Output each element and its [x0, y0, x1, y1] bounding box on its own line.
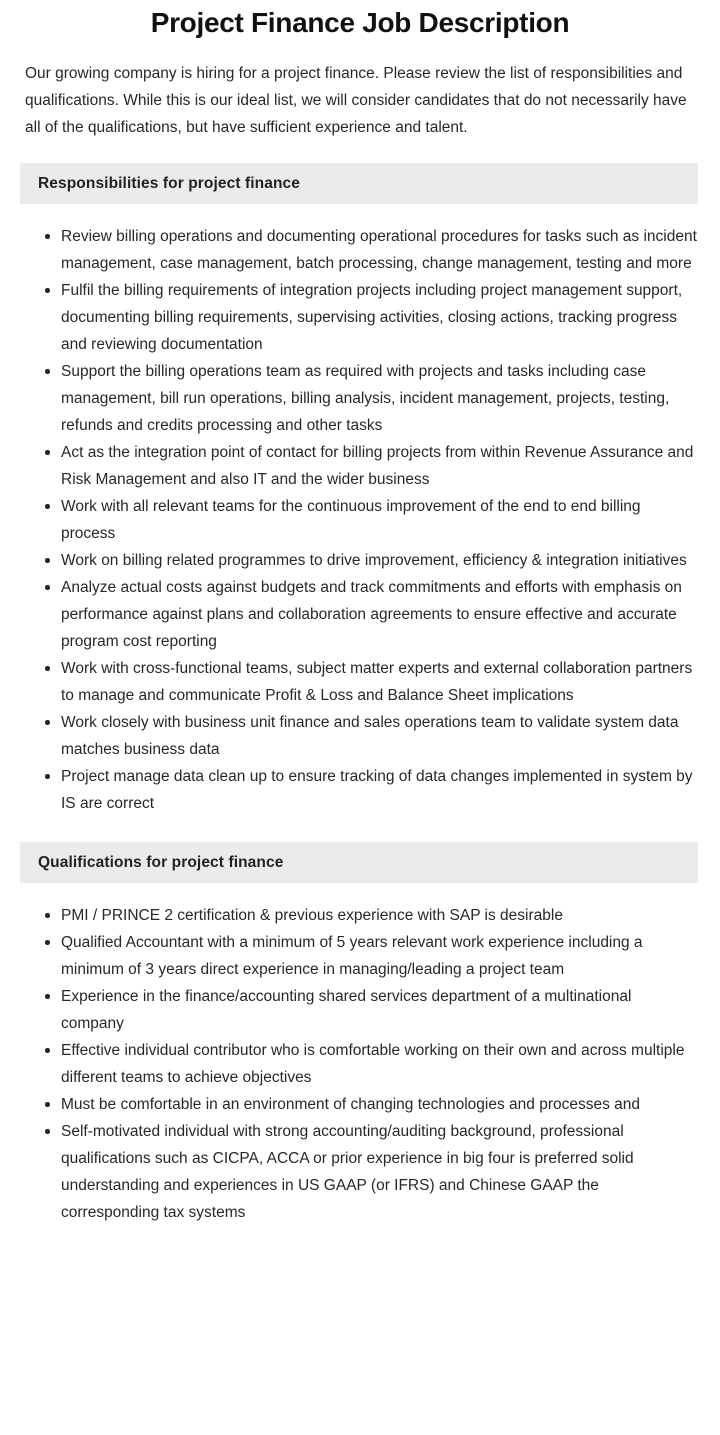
list-item: Self-motivated individual with strong accounting/auditing background, professional qualifications such as CICPA, ACCA or prior experience in big four is preferred solid understanding and experiences in US GAAP (or IFRS) and Chinese GAAP the corresponding tax systems — [44, 1118, 698, 1226]
section-qualifications — [0, 842, 720, 1226]
section-responsibilities — [0, 163, 720, 817]
list-item: Experience in the finance/accounting shared services department of a multinational company — [44, 983, 698, 1037]
intro-paragraph: Our growing company is hiring for a project finance. Please review the list of responsibilities and qualifications. While this is our ideal list, we will consider candidates that do not necessarily have all of the qualifications, but have sufficient experience and talent. — [25, 65, 687, 136]
list-item: Review billing operations and documenting operational procedures for tasks such as incident management, case management, batch processing, change management, testing and more — [44, 223, 698, 277]
list-item: Analyze actual costs against budgets and track commitments and efforts with emphasis on performance against plans and collaboration agreements to ensure effective and accurate program cost reporting — [44, 574, 698, 655]
page-bottom-spacer — [0, 1226, 720, 1272]
list-item: Act as the integration point of contact for billing projects from within Revenue Assurance and Risk Management and also IT and the wider business — [44, 439, 698, 493]
responsibilities-list — [0, 204, 720, 817]
section-header-responsibilities — [20, 163, 698, 204]
list-item: Work with all relevant teams for the continuous improvement of the end to end billing process — [44, 493, 698, 547]
list-item: Support the billing operations team as required with projects and tasks including case management, bill run operations, billing analysis, incident management, projects, testing, refunds and credits processing and other tasks — [44, 358, 698, 439]
list-item: Qualified Accountant with a minimum of 5 years relevant work experience including a minimum of 3 years direct experience in managing/leading a project team — [44, 929, 698, 983]
list-item: Project manage data clean up to ensure tracking of data changes implemented in system by IS are correct — [44, 763, 698, 817]
list-item: Effective individual contributor who is comfortable working on their own and across multiple different teams to achieve objectives — [44, 1037, 698, 1091]
section-header-label: Responsibilities for project finance — [38, 174, 300, 192]
list-item: PMI / PRINCE 2 certification & previous experience with SAP is desirable — [44, 902, 698, 929]
list-item: Must be comfortable in an environment of changing technologies and processes and — [44, 1091, 698, 1118]
list-item: Work closely with business unit finance and sales operations team to validate system data matches business data — [44, 709, 698, 763]
list-item: Work with cross-functional teams, subject matter experts and external collaboration partners to manage and communicate Profit & Loss and Balance Sheet implications — [44, 655, 698, 709]
list-item: Work on billing related programmes to drive improvement, efficiency & integration initiatives — [44, 547, 698, 574]
qualifications-list — [0, 883, 720, 1226]
section-header-qualifications — [20, 842, 698, 883]
page-title: Project Finance Job Description — [150, 7, 570, 38]
list-item: Fulfil the billing requirements of integration projects including project management support, documenting billing requirements, supervising activities, closing actions, tracking progress and reviewing documentation — [44, 277, 698, 358]
section-header-label: Qualifications for project finance — [38, 853, 284, 871]
